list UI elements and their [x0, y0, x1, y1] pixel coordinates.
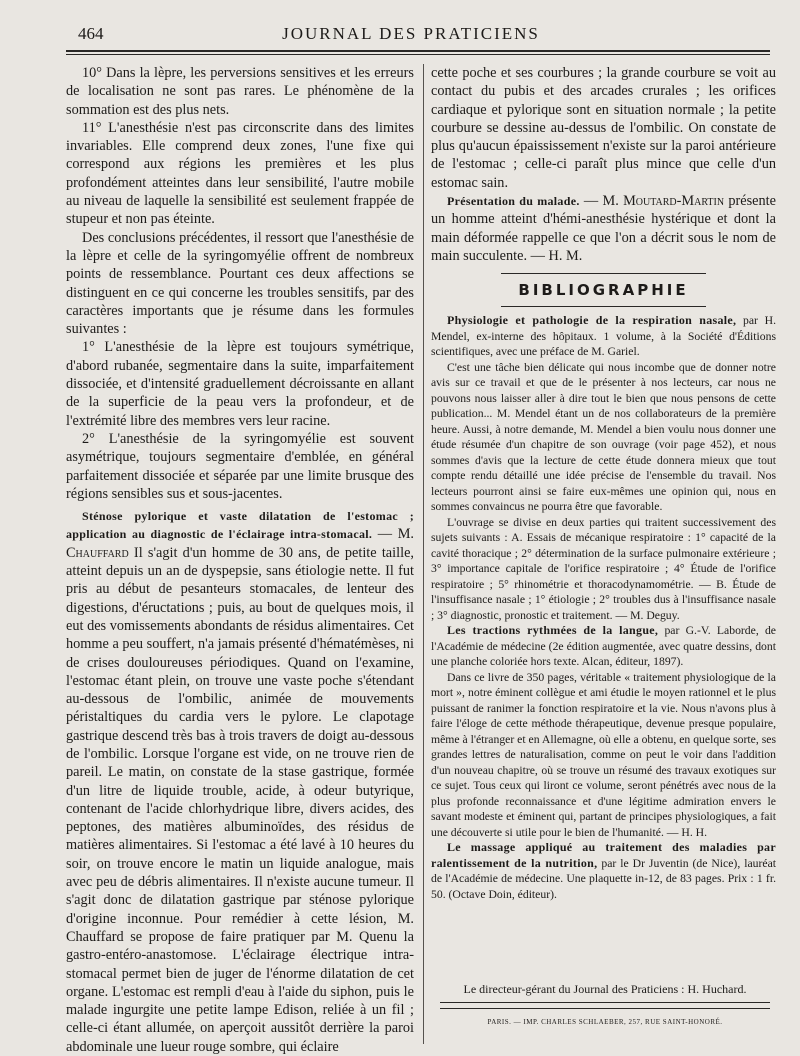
- left-column: [66, 64, 414, 1055]
- header-rule: [66, 50, 770, 52]
- entry3-text: par le Dr Juventin (de Nice), lauréat de l'Académie de médecine. Une plaquette in-12, de 83 pages. Prix : 1 fr. 50. (Octave Doin, éditeur).: [431, 856, 776, 901]
- entry1-text: par H. Mendel, ex-interne des hôpitaux. 1 volume, à la Société d'Éditions scientifiques, avec une préface de M. Gariel.: [431, 314, 776, 359]
- biblio-entry-mendel: [431, 313, 776, 360]
- paragraph-syringomyelie: 2° L'anesthésie de la syringomyélie est souvent asymétrique, toujours segmentaire d'emblée, en général parfaitement dissociée et séparée par une limite brusque des régions sensibles sus et sous-jacentes.: [66, 430, 414, 502]
- entry2-review: Dans ce livre de 350 pages, véritable « traitement physiologique de la mort », notre éminent collègue et ami étudie le moyen rationnel et le plus puissant de ranimer la fonction respiratoire et la vie. Nous n'avons plus à faire l'éloge de cette méthode thérapeutique, devenue presque populaire, même à l'étranger et en Allemagne, où elle a obtenu, en quelque sorte, ses grandes lettres de naturalisation, comme on peut le voir dans l'addition d'un nouveau chapitre, où se trouve un résumé des travaux exotiques sur ce sujet. Tous ceux qui liront ce volume, seront pénétrés avec nous de la plus profonde reconnaissance et d'une légitime admiration envers le savant modeste et éminent qui, partant de principes physiologiques, a fait une découverte si utile pour le bien de l'humanité. — H. H.: [431, 670, 776, 839]
- entry1-contents: L'ouvrage se divise en deux parties qui traitent successivement des sujets suivants : A. Essais de mécanique respiratoire : 1° capacité de la cavité thoracique ; 2° détermination de la surface pulmonaire extérieure ; 3° importance capitale de l'orifice respiratoire ; 4° Étude de l'orifice respiratoire ; 5° rhinométrie et thoracodynamométrie. — B. Étude de l'insuffisance nasale ; 1° étiologie ; 2° troubles dus à l'insuffisance nasale ; 3° diagnostic, pronostic et traitement. — M. Deguy.: [431, 515, 776, 622]
- stenose-text: Il s'agit d'un homme de 30 ans, de petite taille, atteint depuis un an de dyspepsie, sans étiologie nette. Il fut pris au début de pesanteurs stomacales, de lenteur des digestions, d'éructations ; puis, au bout de quelques mois, il eut des vomissements abondants de résidus alimentaires. Cet homme a peu souffert, n'a jamais présenté d'hématémèses, ni de crises douloureuses périodiques. Quand on l'examine, l'estomac étant plein, on trouve une vaste poche s'étendant au-dessous de l'ombilic, animée de mouvements péristaltiques du cardia vers le pylore. Le clapotage gastrique descend très bas à trois travers de doigt au-dessous de l'ombilic. Lorsque l'organe est vide, on ne trouve rien de pareil. Le matin, on constate de la stase gastrique, formée d'un litre de liquide trouble, acide, à odeur butyrique, contenant de l'acide chlorhydrique libre, divers acides, des peptones, des matières albuminoïdes, des résidus de matières alimentaires. Si l'estomac a été lavé à 10 heures du soir, on trouve encore le matin un liquide analogue, mais avec peu de débris alimentaires. Il n'existe aucune tumeur. Il s'agit donc de dilatation gastrique par sténose pylorique d'origine inconnue. Pour remédier à cette lésion, M. Chauffard se propose de faire pratiquer par M. Quenu la gastro-entéro-anastomose. L'éclairage électrique intra-stomacal permet bien de juger de l'énorme dilatation de cet organe. L'estomac est rempli d'eau à l'aide du siphon, puis le malade ingurgite une petite lampe Edison, reliée à un fil ; celle-ci étant allumée, on aperçoit aussitôt derrière la paroi abdominale une lueur rouge sombre, qui éclaire: [66, 544, 414, 1055]
- presentation-article: Présentation du malade. — M. Moutard-Martin présente un homme atteint d'hémi-anesthésie hystérique et dont la main déformée rappelle ce que l'on a décrit sous le nom de main succulente. — H. M.: [431, 193, 776, 264]
- page-number: 464: [78, 24, 104, 43]
- bibliographie-banner: [431, 273, 776, 307]
- page-header: [52, 22, 770, 48]
- presentation-text: présente un homme atteint d'hémi-anesthésie hystérique et dont la main déformée rappelle ce que l'on a décrit sous le nom de main succulente. — H. M.: [431, 193, 776, 264]
- entry2-heading: Les tractions rythmées de la langue,: [447, 623, 659, 638]
- director-line: Le directeur-gérant du Journal des Praticiens : H. Huchard.: [463, 982, 747, 996]
- biblio-entry-laborde: [431, 623, 776, 670]
- column-divider: [423, 64, 424, 1044]
- entry1-review: C'est une tâche bien délicate qui nous incombe que de donner notre avis sur ce travail et que de le présenter à nos lecteurs, car nous ne pouvons nous laisser aller à dire tout le bien que nous pensons de cette publication... M. Mendel étant un de nos collaborateurs de la première heure. Aussi, à notre demande, M. Mendel a bien voulu nous donner une étude résumée d'un chapitre de son ouvrage (voir page 452), et nous sommes d'avis que la lecture de cette étude donnera mieux que tout compte rendu détaillé une idée précise de l'ensemble du travail. Nos lecteurs pourront ainsi se faire eux-mêmes une opinion qui, nous en sommes convaincus ne pourra être que favorable.: [431, 360, 776, 514]
- right-column: [431, 64, 776, 1029]
- paragraph-conclusions: Des conclusions précédentes, il ressort que l'anesthésie de la lèpre et celle de la syringomyélie offrent de nombreux points de ressemblance. Pourtant ces deux affections se distinguent en ce qui concerne les troubles sensitifs, par des caractères importants que je résume dans les formules suivantes :: [66, 229, 414, 338]
- stenose-heading: Sténose pylorique et vaste dilatation de l'estomac ; application au diagnostic de l'éclairage intra-stomacal.: [66, 509, 414, 542]
- presentation-heading: Présentation du malade.: [447, 194, 580, 209]
- header-rule-thin: [66, 54, 770, 55]
- entry3-heading: Le massage appliqué au traitement des maladies par ralentissement de la nutrition,: [431, 840, 776, 870]
- bibliographie-title: BIBLIOGRAPHIE: [518, 281, 689, 300]
- entry2-text: par G.-V. Laborde, de l'Académie de médecine (2e édition augmentée, avec quatre dessins, dont une planche coloriée hors texte. Alcan, éditeur, 1897).: [431, 624, 776, 669]
- entry1-heading: Physiologie et pathologie de la respiration nasale,: [447, 313, 737, 328]
- footer-rule-top: [440, 1002, 770, 1003]
- paragraph-11: 11° L'anesthésie n'est pas circonscrite dans des limites invariables. Elle comprend deux zones, l'une fixe qui correspond aux régions les premières et les plus profondément atteintes dans leur sensibilité, l'autre mobile au niveau de laquelle la sensibilité est seulement frappée de stupeur et non pas éteinte.: [66, 119, 414, 228]
- stenose-continuation: cette poche et ses courbures ; la grande courbure se voit au contact du pubis et des arcades crurales ; les orifices cardiaque et pylorique sont en situation normale ; la petite courbure se dessine au-dessus de l'ombilic. On constate de plus qu'aucun épaississement n'existe sur la paroi antérieure de l'estomac ; celle-ci paraît plus mince que celle d'un estomac sain.: [431, 65, 776, 191]
- footer-rule: [440, 1008, 770, 1009]
- biblio-entry-juventin: [431, 840, 776, 902]
- stenose-article: Sténose pylorique et vaste dilatation de l'estomac ; application au diagnostic de l'éclairage intra-stomacal. — M. Chauffard Il s'agit d'un homme de 30 ans, de petite taille, atteint depuis un an de dyspepsie, sans étiologie nette. Il fut pris au début de pesanteurs stomacales, de lenteur des digestions, d'éructations ; puis, au bout de quelques mois, il eut des vomissements abondants de résidus alimentaires. Cet homme a peu souffert, n'a jamais présenté d'hématémèses, ni de crises douloureuses périodiques. Quand on l'examine, l'estomac étant plein, on trouve une vaste poche s'étendant au-dessous de l'ombilic, animée de mouvements péristaltiques du cardia vers le pylore. Le clapotage gastrique descend très bas à trois travers de doigt au-dessous de l'ombilic. Lorsque l'organe est vide, on ne trouve rien de pareil. Le matin, on constate de la stase gastrique, formée d'un litre de liquide trouble, acide, à odeur butyrique, contenant de l'acide chlorhydrique libre, divers acides, des peptones, des matières albuminoïdes, des résidus de matières alimentaires. Si l'estomac a été lavé à 10 heures du soir, on trouve encore le matin un liquide analogue, mais avec peu de débris alimentaires. Il n'existe aucune tumeur. Il s'agit donc de dilatation gastrique par sténose pylorique d'origine inconnue. Pour remédier à cette lésion, M. Chauffard se propose de faire pratiquer par M. Quenu la gastro-entéro-anastomose. L'éclairage électrique intra-stomacal permet bien de juger de l'énorme dilatation de cet organe. L'estomac est rempli d'eau à l'aide du siphon, puis le malade ingurgite une petite lampe Edison, reliée à un fil ; celle-ci étant allumée, on aperçoit aussitôt derrière la paroi abdominale une lueur rouge sombre, qui éclaire: [66, 509, 414, 1055]
- printer-line: PARIS. — IMP. CHARLES SCHLAEBER, 257, RUE SAINT-HONORÉ.: [487, 1018, 723, 1026]
- stenose-author: M. Chauffard: [66, 526, 414, 561]
- paragraph-10: 10° Dans la lèpre, les perversions sensitives et les erreurs de localisation ne sont pas rares. Le phénomène de la sommation est des plus nets.: [66, 65, 414, 118]
- presentation-author: M. Moutard-Martin: [602, 193, 725, 210]
- journal-title: JOURNAL DES PRATICIENS: [282, 24, 540, 43]
- paragraph-lepre: 1° L'anesthésie de la lèpre est toujours symétrique, d'abord rubanée, segmentaire dans la suite, imparfaitement dissociée, et d'intensité graduellement décroissante en allant de la superficie de la peau vers la profondeur, et de l'extrémité libre des membres vers leur racine.: [66, 339, 414, 429]
